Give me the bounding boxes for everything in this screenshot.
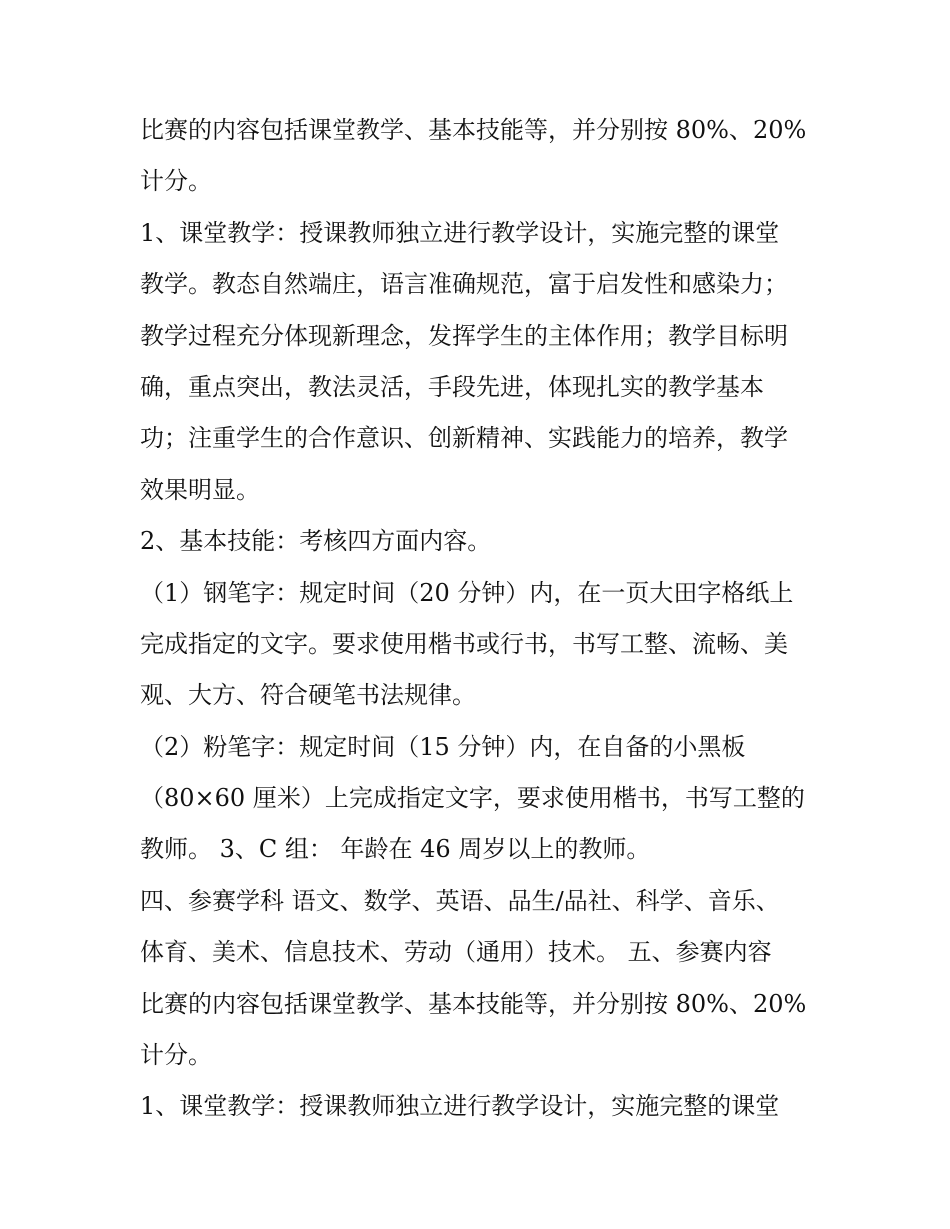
text-line: 观、大方、符合硬笔书法规律。 [140,681,476,710]
text-line: 比赛的内容包括课堂教学、基本技能等，并分别按 80%、20% [140,116,807,144]
text-line: （1）钢笔字：规定时间（20 分钟）内，在一页大田字格纸上 [140,578,794,607]
text-line: 计分。 [140,167,212,196]
document-body [140,105,820,1133]
text-line: 效果明显。 [140,475,260,504]
text-line: 教学过程充分体现新理念，发挥学生的主体作用；教学目标明 [140,321,788,350]
text-line: （80×60 厘米）上完成指定文字，要求使用楷书，书写工整的 [140,784,805,813]
text-line: 功；注重学生的合作意识、创新精神、实践能力的培养，教学 [140,424,788,453]
text-line: 2、基本技能：考核四方面内容。 [140,527,492,556]
text-line: 计分。 [140,1041,212,1070]
text-line: 教师。 3、C 组： 年龄在 46 周岁以上的教师。 [140,835,651,864]
text-line: 1、课堂教学：授课教师独立进行教学设计，实施完整的课堂 [140,218,780,247]
text-line: 四、参赛学科 语文、数学、英语、品生/品社、科学、音乐、 [140,886,780,915]
text-line: 比赛的内容包括课堂教学、基本技能等，并分别按 80%、20% [140,989,807,1018]
text-line: 完成指定的文字。要求使用楷书或行书，书写工整、流畅、美 [140,629,788,658]
text-line: （2）粉笔字：规定时间（15 分钟）内，在自备的小黑板 [140,732,746,761]
text-line: 体育、美术、信息技术、劳动（通用）技术。 五、参赛内容 [140,938,772,967]
text-line: 教学。教态自然端庄，语言准确规范，富于启发性和感染力； [140,270,788,299]
text-line: 1、课堂教学：授课教师独立进行教学设计，实施完整的课堂 [140,1092,780,1121]
text-line: 确，重点突出，教法灵活，手段先进，体现扎实的教学基本 [140,372,764,401]
